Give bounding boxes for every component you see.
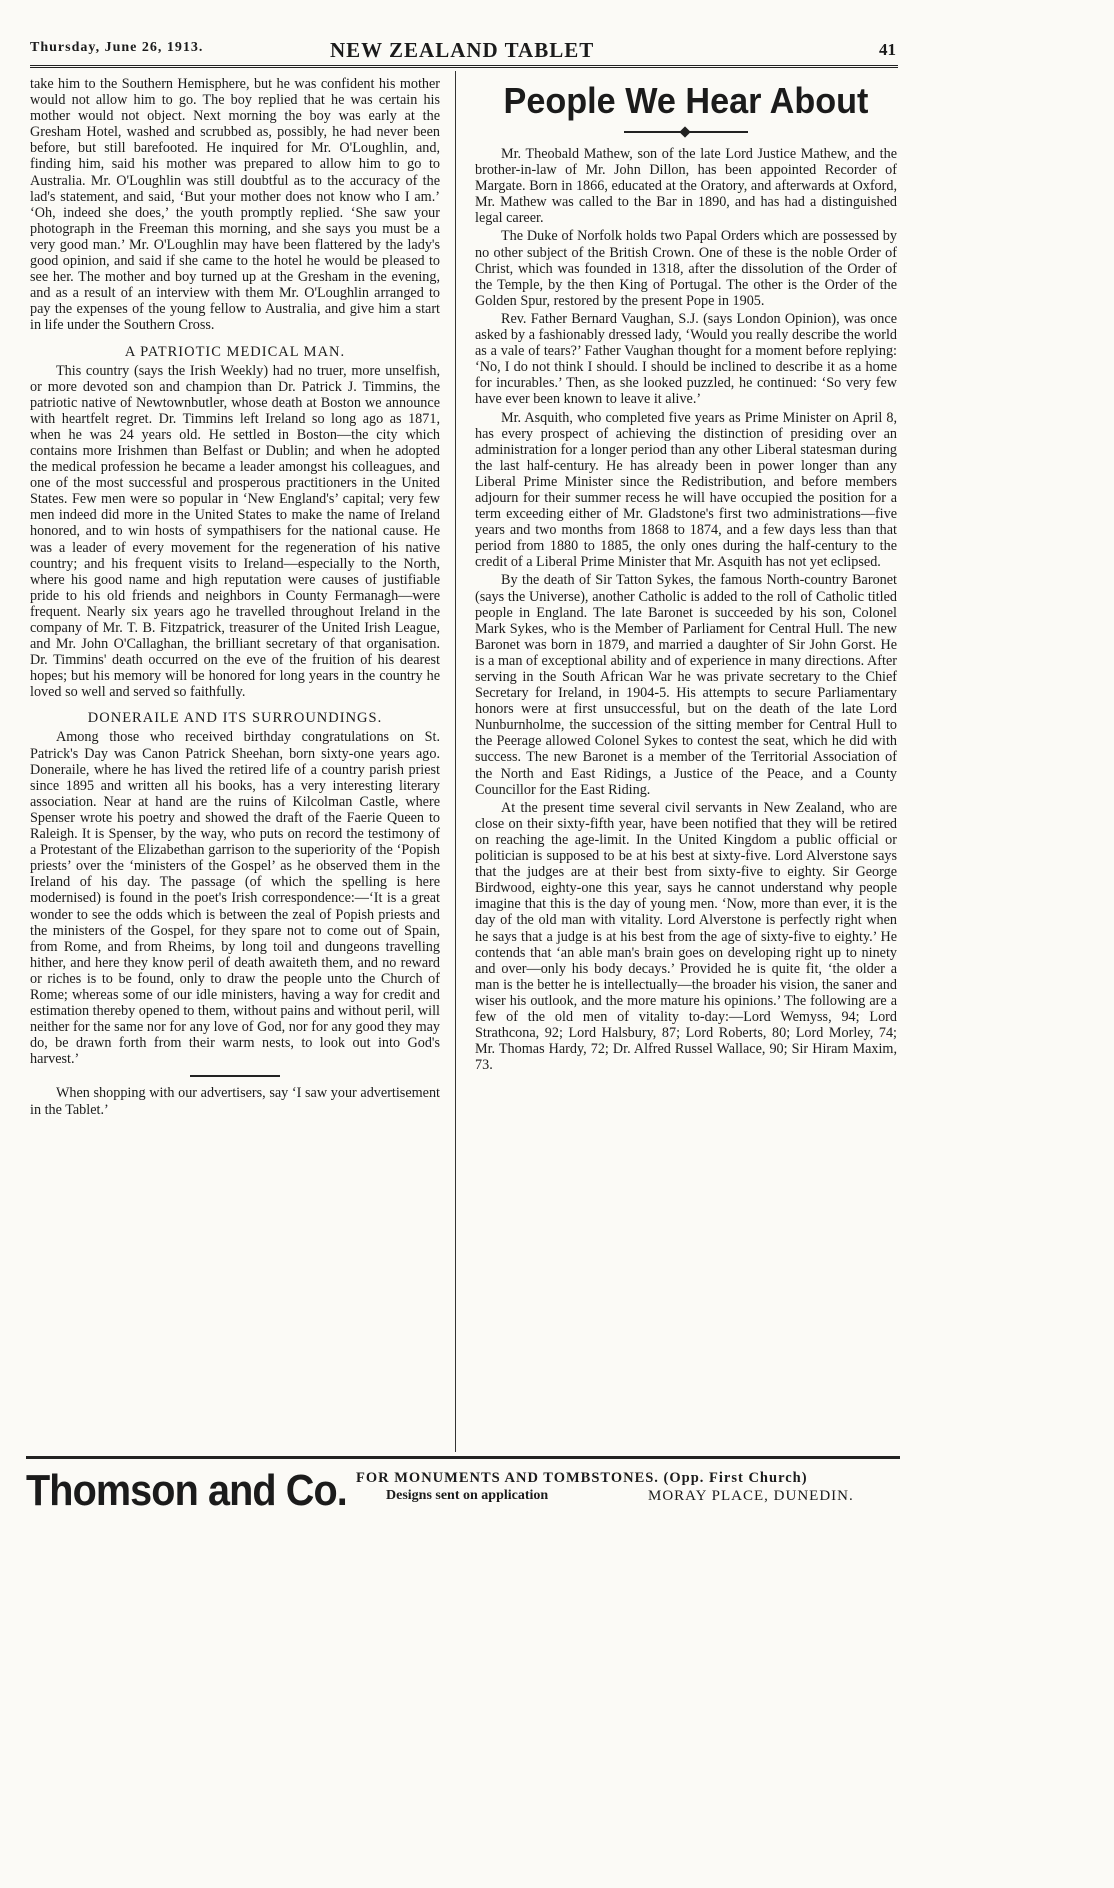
section-heading-doneraile: DONERAILE AND ITS SURROUNDINGS. [87, 710, 383, 727]
page-header [30, 38, 896, 62]
issue-date: Thursday, June 26, 1913. [30, 40, 204, 55]
column-divider [455, 71, 456, 1452]
item-duke-of-norfolk: The Duke of Norfolk holds two Papal Orders which are possessed by no other subject of the British Crown. One of these is the noble Order of Christ, which was founded in 1318, after the dissolution of the Order of the Temple, by the then King of Portugal. The other is the Order of the Golden Spur, restored by the present Pope in 1905. [475, 228, 897, 309]
section-heading-patriotic-medical-man: A PATRIOTIC MEDICAL MAN. [124, 343, 346, 360]
page-number: 41 [879, 40, 896, 59]
item-theobald-mathew: Mr. Theobald Mathew, son of the late Lord Justice Mathew, and the brother-in-law of Mr. John Dillon, has been appointed Recorder of Margate. Born in 1866, educated at the Oratory, and afterwards at Oxford, Mr. Mathew was called to the Bar in 1890, and has had a distinguished legal career. [475, 146, 897, 227]
diamond-ornament-icon [679, 126, 690, 137]
article-patriotic-medical-man: This country (says the Irish Weekly) had no truer, more unselfish, or more devoted son and champion than Dr. Patrick J. Timmins, the patriotic native of Newtownbutler, whose death at Boston we announce with heartfelt regret. Dr. Timmins left Ireland so long ago as 1871, when he was 24 years old. He settled in Boston—the city which contains more Irishmen than Belfast or Dublin; and when he adopted the medical profession he became a leader amongst his colleagues, and one of the most successful and prosperous practitioners in the United States. Few men were so popular in ‘New England's’ capital; very few men indeed did more in the United States to make the name of Ireland honored, and to win hosts of sympathisers for the national cause. He was a leader of every movement for the regeneration of his native country; and his frequent visits to Ireland—especially to the North, where his good name and high reputation were causes of justifiable pride to his old friends and neighbors in County Fermanagh—were frequent. Nearly six years ago he travelled throughout Ireland in the company of Mr. T. B. Fitzpatrick, treasurer of the United Irish League, and Mr. John O'Callaghan, the brilliant secretary of that organisation. Dr. Timmins' death occurred on the eve of the fruition of his dearest hopes; but his memory will be honored for long years in the country he loved so well and served so faithfully. [30, 362, 440, 701]
advertiser-location: MORAY PLACE, DUNEDIN. [648, 1488, 854, 1504]
header-rule [30, 65, 898, 68]
column-banner: People We Hear About [503, 80, 869, 121]
item-father-vaughan: Rev. Father Bernard Vaughan, S.J. (says London Opinion), was once asked by a fashionably dressed lady, ‘Would you really describe the world as a vale of tears?’ Father Vaughan thought for a moment before replying: ‘No, I do not think I should. I should be inclined to describe it as a home for incurables.’ Then, as she looked puzzled, he continued: ‘So very few have ever been known to leave it alive.’ [475, 310, 897, 408]
item-mr-asquith: Mr. Asquith, who completed five years as Prime Minister on April 8, has every prospect of achieving the distinction of presiding over an administration for a longer period than any other Liberal statesman during the last half-century. He has already been in power longer than any Liberal Prime Minister since the Redistribution, and before members adjourn for their summer recess he will have occupied the position for a term exceeding either of Mr. Gladstone's first two administrations—five years and two months from 1868 to 1874, and a few days less than that period from 1880 to 1885, the only ones during the half-century to the credit of a Liberal Prime Minister that Mr. Asquith has not yet eclipsed. [475, 409, 897, 571]
advertiser-note: When shopping with our advertisers, say ‘I saw your advertisement in the Tablet.’ [30, 1085, 440, 1118]
article-doneraile: Among those who received birthday congratulations on St. Patrick's Day was Canon Patrick Sheehan, born sixty-one years ago. Doneraile, where he has lived the retired life of a country parish priest since 1895 and written all his books, has a very interesting literary association. Near at hand are the ruins of Kilcolman Castle, where Spenser wrote his poetry and showed the draft of the Faerie Queen to Raleigh. It is Spenser, by the way, who puts on record the testimony of a Protestant of the Elizabethan garrison to the superiority of the ‘Popish priests’ over the ‘ministers of the Gospel’ as he observed them in the Ireland of his day. The passage (of which the spelling is here modernised) is found in the poet's Irish correspondence:—‘It is a great wonder to see the odds which is between the zeal of Popish priests and the ministers of the Gospel, for they spare not to come out of Spain, from Rome, and from Rheims, by long toil and dungeons travelling hither, and here they know peril of death awaiteth them, and no reward or riches is to be found, only to draw the people unto the Church of Rome; whereas some of our idle ministers, having a way for credit and estimation thereby opened to them, without pains and without peril, will neither for the same nor for any love of God, nor for any good they may do, be drawn forth from their warm nests, to look out into God's harvest.’ [30, 729, 440, 1068]
ornamental-rule [624, 128, 748, 136]
newspaper-title: NEW ZEALAND TABLET [330, 38, 595, 62]
left-column [30, 76, 440, 1118]
advertisement-footer [26, 1466, 906, 1526]
continued-paragraph: take him to the Southern Hemisphere, but he was confident his mother would not allow him to go. The boy replied that he was certain his mother would not object. Next morning the boy was early at the Gresham Hotel, washed and scrubbed as, possibly, he had never been before, but still barefooted. He inquired for Mr. O'Loughlin, and, finding him, said his mother was prepared to allow him to go to Australia. Mr. O'Loughlin was still doubtful as to the accuracy of the lad's statement, and said, ‘But your mother does not know who I am.’ ‘Oh, indeed she does,’ the youth promptly replied. ‘She saw your photograph in the Freeman this morning, and she says you must be a very good man.’ Mr. O'Loughlin may have been flattered by the lady's good opinion, and said if she came to the hotel he would be pleased to see her. The mother and boy turned up at the Gresham in the evening, and as a result of an interview with them Mr. O'Loughlin arranged to pay the expenses of the young fellow to Australia, and give him a start in life under the Southern Cross. [30, 76, 440, 334]
item-tatton-sykes: By the death of Sir Tatton Sykes, the famous North-country Baronet (says the Universe), another Catholic is added to the roll of Catholic titled people in England. The late Baronet is succeeded by his son, Colonel Mark Sykes, who is the Member of Parliament for Central Hull. The new Baronet was born in 1879, and married a daughter of Sir John Gorst. He is a man of exceptional ability and of experience in many directions. After serving in the South African War he was private secretary to the Chief Secretary for Ireland, in 1904-5. His attempts to secure Parliamentary honors were at first unsuccessful, but on the death of the late Lord Nunburnholme, the succession of the sitting member for Central Hull to the Peerage allowed Colonel Sykes to contest the seat, which he did with success. The new Baronet is a member of the Territorial Association of the North and East Ridings, a Justice of the Peace, and a County Councillor for the East Riding. [475, 572, 897, 798]
advertisement-headline: FOR MONUMENTS AND TOMBSTONES. (Opp. First Church) [356, 1470, 808, 1486]
item-civil-servants: At the present time several civil servants in New Zealand, who are close on their sixty-fifth year, have been notified that they will be retired on reaching the age-limit. In the United Kingdom a public official or politician is supposed to be at his best at sixty-five. Lord Alverstone says that the judges are at their best from sixty-five to eighty. Sir George Birdwood, eighty-one this year, says he cannot understand why people imagine that this is the day of young men. ‘Now, more than ever, it is the day of the old man with vitality. Lord Alverstone is perfectly right when he says that a judge is at his best from the age of sixty-five to eighty.’ He contends that ‘an able man's brain goes on developing right up to ninety and over—only his body decays.’ Provided he is quite fit, ‘the older a man is the better he is intellectually—the broader his vision, the saner and wiser his outlook, and the more mature his opinions.’ The following are a few of the old men of vitality to-day:—Lord Wemyss, 94; Lord Strathcona, 92; Lord Halsbury, 87; Lord Roberts, 80; Lord Morley, 74; Mr. Thomas Hardy, 72; Dr. Alfred Russel Wallace, 90; Sir Hiram Maxim, 73. [475, 799, 897, 1074]
section-end-rule [190, 1075, 280, 1077]
footer-rule [26, 1456, 900, 1459]
advertisement-subline: Designs sent on application [386, 1488, 549, 1503]
right-column [475, 76, 897, 1073]
advertiser-name: Thomson and Co. [26, 1466, 347, 1515]
